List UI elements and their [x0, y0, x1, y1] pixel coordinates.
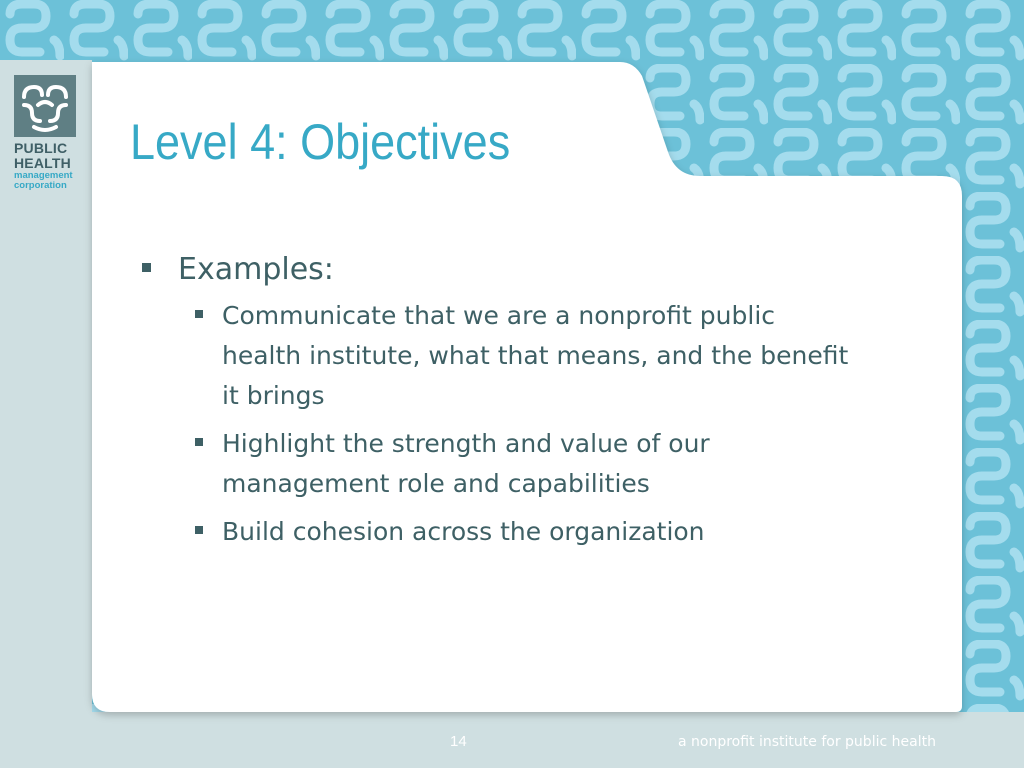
sub-bullet-list [142, 296, 862, 552]
bullet-square-icon [195, 526, 203, 534]
bullet-list [142, 248, 862, 560]
bullet-item-examples [142, 248, 862, 292]
sub-bullet-label: Highlight the strength and value of our management role and capabilities [222, 429, 710, 498]
bullet-square-icon [195, 310, 203, 318]
sub-bullet-label: Build cohesion across the organization [222, 517, 705, 546]
logo-text-health: HEALTH [14, 155, 71, 171]
page-number: 14 [450, 733, 467, 750]
bullet-label: Examples: [178, 252, 334, 287]
slide-title: Level 4: Objectives [130, 114, 511, 170]
sub-bullet-label: Communicate that we are a nonprofit public health institute, what that means, and the benefit it brings [222, 301, 849, 410]
logo-mark-icon [14, 75, 76, 137]
bullet-square-icon [142, 263, 151, 272]
sub-bullet-item [142, 512, 862, 552]
logo-text-corporation: corporation [14, 180, 67, 191]
logo [14, 75, 82, 191]
sub-bullet-item [142, 296, 862, 416]
footer-tagline: a nonprofit institute for public health [678, 734, 936, 750]
bullet-square-icon [195, 438, 203, 446]
logo-text-public: PUBLIC [14, 140, 68, 156]
sub-bullet-item [142, 424, 862, 504]
logo-text-management: management [14, 170, 73, 181]
